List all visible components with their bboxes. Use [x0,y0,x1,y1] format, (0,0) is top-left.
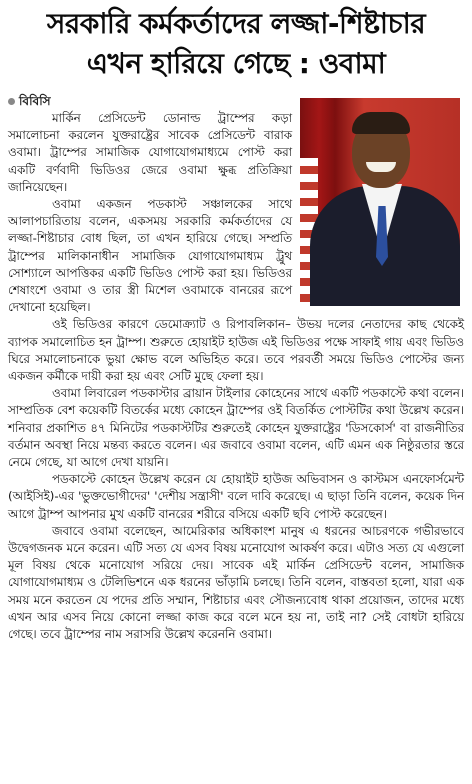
paragraph-3: ওই ভিডিওর কারণে ডেমোক্র্যাট ও রিপাবলিকান– উভয় দলের নেতাদের কাছ থেকেই ব্যাপক সমালোচিত হন ট্রাম্প। শুরুতে হোয়াইট হাউজ এই ভিডিওর পক্ষে সাফাই গায় এবং ভিডিও ঘিরে সমালোচনাকে ভুয়া ক্ষোভ বলে অভিহিত করে। তবে পরবর্তী সময়ে ভিডিও পোস্টের জন্য একজন কর্মীকে দায়ী করা হয় এবং সেটি মুছে ফেলা হয়। [8,317,464,384]
source-line [8,92,292,110]
portrait-photo [300,98,460,306]
bullet-icon [8,98,15,105]
paragraph-2: ওবামা একজন পডকাস্ট সঞ্চালকের সাথে আলাপচারিতায় বলেন, একসময় সরকারি কর্মকর্তাদের যে লজ্জা-শিষ্টাচার বোধ ছিল, তা এখন হারিয়ে গেছে। সম্প্রতি ট্রাম্পের মালিকানাধীন সামাজিক যোগাযোগমাধ্যম ট্রুথ সোশ্যালে আপত্তিকর একটি ভিডিও পোস্ট করা হয়। ভিডিওর শেষাংশে ওবামা ও তার স্ত্রী মিশেল ওবামাকে বানরের রূপে দেখানো হয়েছিল। [8,197,292,315]
paragraph-6: জবাবে ওবামা বলেছেন, আমেরিকার অধিকাংশ মানুষ এ ধরনের আচরণকে গভীরভাবে উদ্বেগজনক মনে করেন। এটি সত্য যে এসব বিষয় মনোযোগ আকর্ষণ করে। এটাও সত্য যে এগুলো মূল বিষয় থেকে মনোযোগ সরিয়ে দেয়। সাবেক এই মার্কিন প্রেসিডেন্ট বলেন, সামাজিক যোগাযোগমাধ্যম ও টেলিভিশনে এক ধরনের ভাঁড়ামি চলছে। তিনি বলেন, বাস্তবতা হলো, যারা এক সময় মনে করতেন যে পদের প্রতি সম্মান, শিষ্টাচার এবং সৌজন্যবোধ থাকা প্রয়োজন, তাদের মধ্যে এখন আর এসব নিয়ে কোনো লজ্জা কাজ করে বলে মনে হয় না, তাই না? সেই বোধটা হারিয়ে গেছে। তবে ট্রাম্পের নাম সরাসরি উল্লেখ করেননি ওবামা। [8,523,464,642]
narrow-column [8,92,292,316]
paragraph-5: পডকাস্টে কোহেন উল্লেখ করেন যে হোয়াইট হাউজ অভিবাসন ও কাস্টমস এনফোর্সমেন্ট (আইসিই)-এর 'ভুক্তভোগীদের' 'দেশীয় সন্ত্রাসী' বলে দাবি করেছে। এ ছাড়া তিনি বলেন, কয়েক দিন আগে ট্রাম্প আপনার মুখ একটি বানরের শরীরে বসিয়ে একটি ছবি পোস্ট করেছেন। [8,472,464,521]
headline-line-2: এখন হারিয়ে গেছে : ওবামা [86,47,386,80]
headline [8,4,464,84]
paragraph-4: ওবামা লিবারেল পডকাস্টার ব্রায়ান টাইলার কোহেনের সাথে একটি পডকাস্টে কথা বলেন। সাম্প্রতিক বেশ কয়েকটি বিতর্কের মধ্যে কোহেন ট্রাম্পের ওই বিতর্কিত পোস্টটির কথা উল্লেখ করেন। শনিবার প্রকাশিত ৪৭ মিনিটের পডকাস্টটির শুরুতেই কোহেন যুক্তরাষ্ট্রের 'ডিসকোর্স' বা রাজনীতির বর্তমান অবস্থা নিয়ে মন্তব্য করতে বলেন। এর জবাবে ওবামা বলেন, এটি এমন এক নিষ্ঠুরতার স্তরে নেমে গেছে, যা আগে দেখা যায়নি। [8,386,464,470]
article-body [8,92,464,643]
headline-line-1: সরকারি কর্মকর্তাদের লজ্জা-শিষ্টাচার [46,7,426,40]
hair-graphic [352,112,410,134]
paragraph-1: মার্কিন প্রেসিডেন্ট ডোনাল্ড ট্রাম্পের কড়া সমালোচনা করলেন যুক্তরাষ্ট্রের সাবেক প্রেসিডেন্ট বারাক ওবামা। ট্রাম্পের সামাজিক যোগাযোগমাধ্যমে পোস্ট করা একটি বর্ণবাদী ভিডিওর জেরে ওবামা ক্ষুব্ধ প্রতিক্রিয়া জানিয়েছেন। [8,111,292,194]
source-label: বিবিসি [19,94,51,108]
news-clipping [0,4,472,784]
